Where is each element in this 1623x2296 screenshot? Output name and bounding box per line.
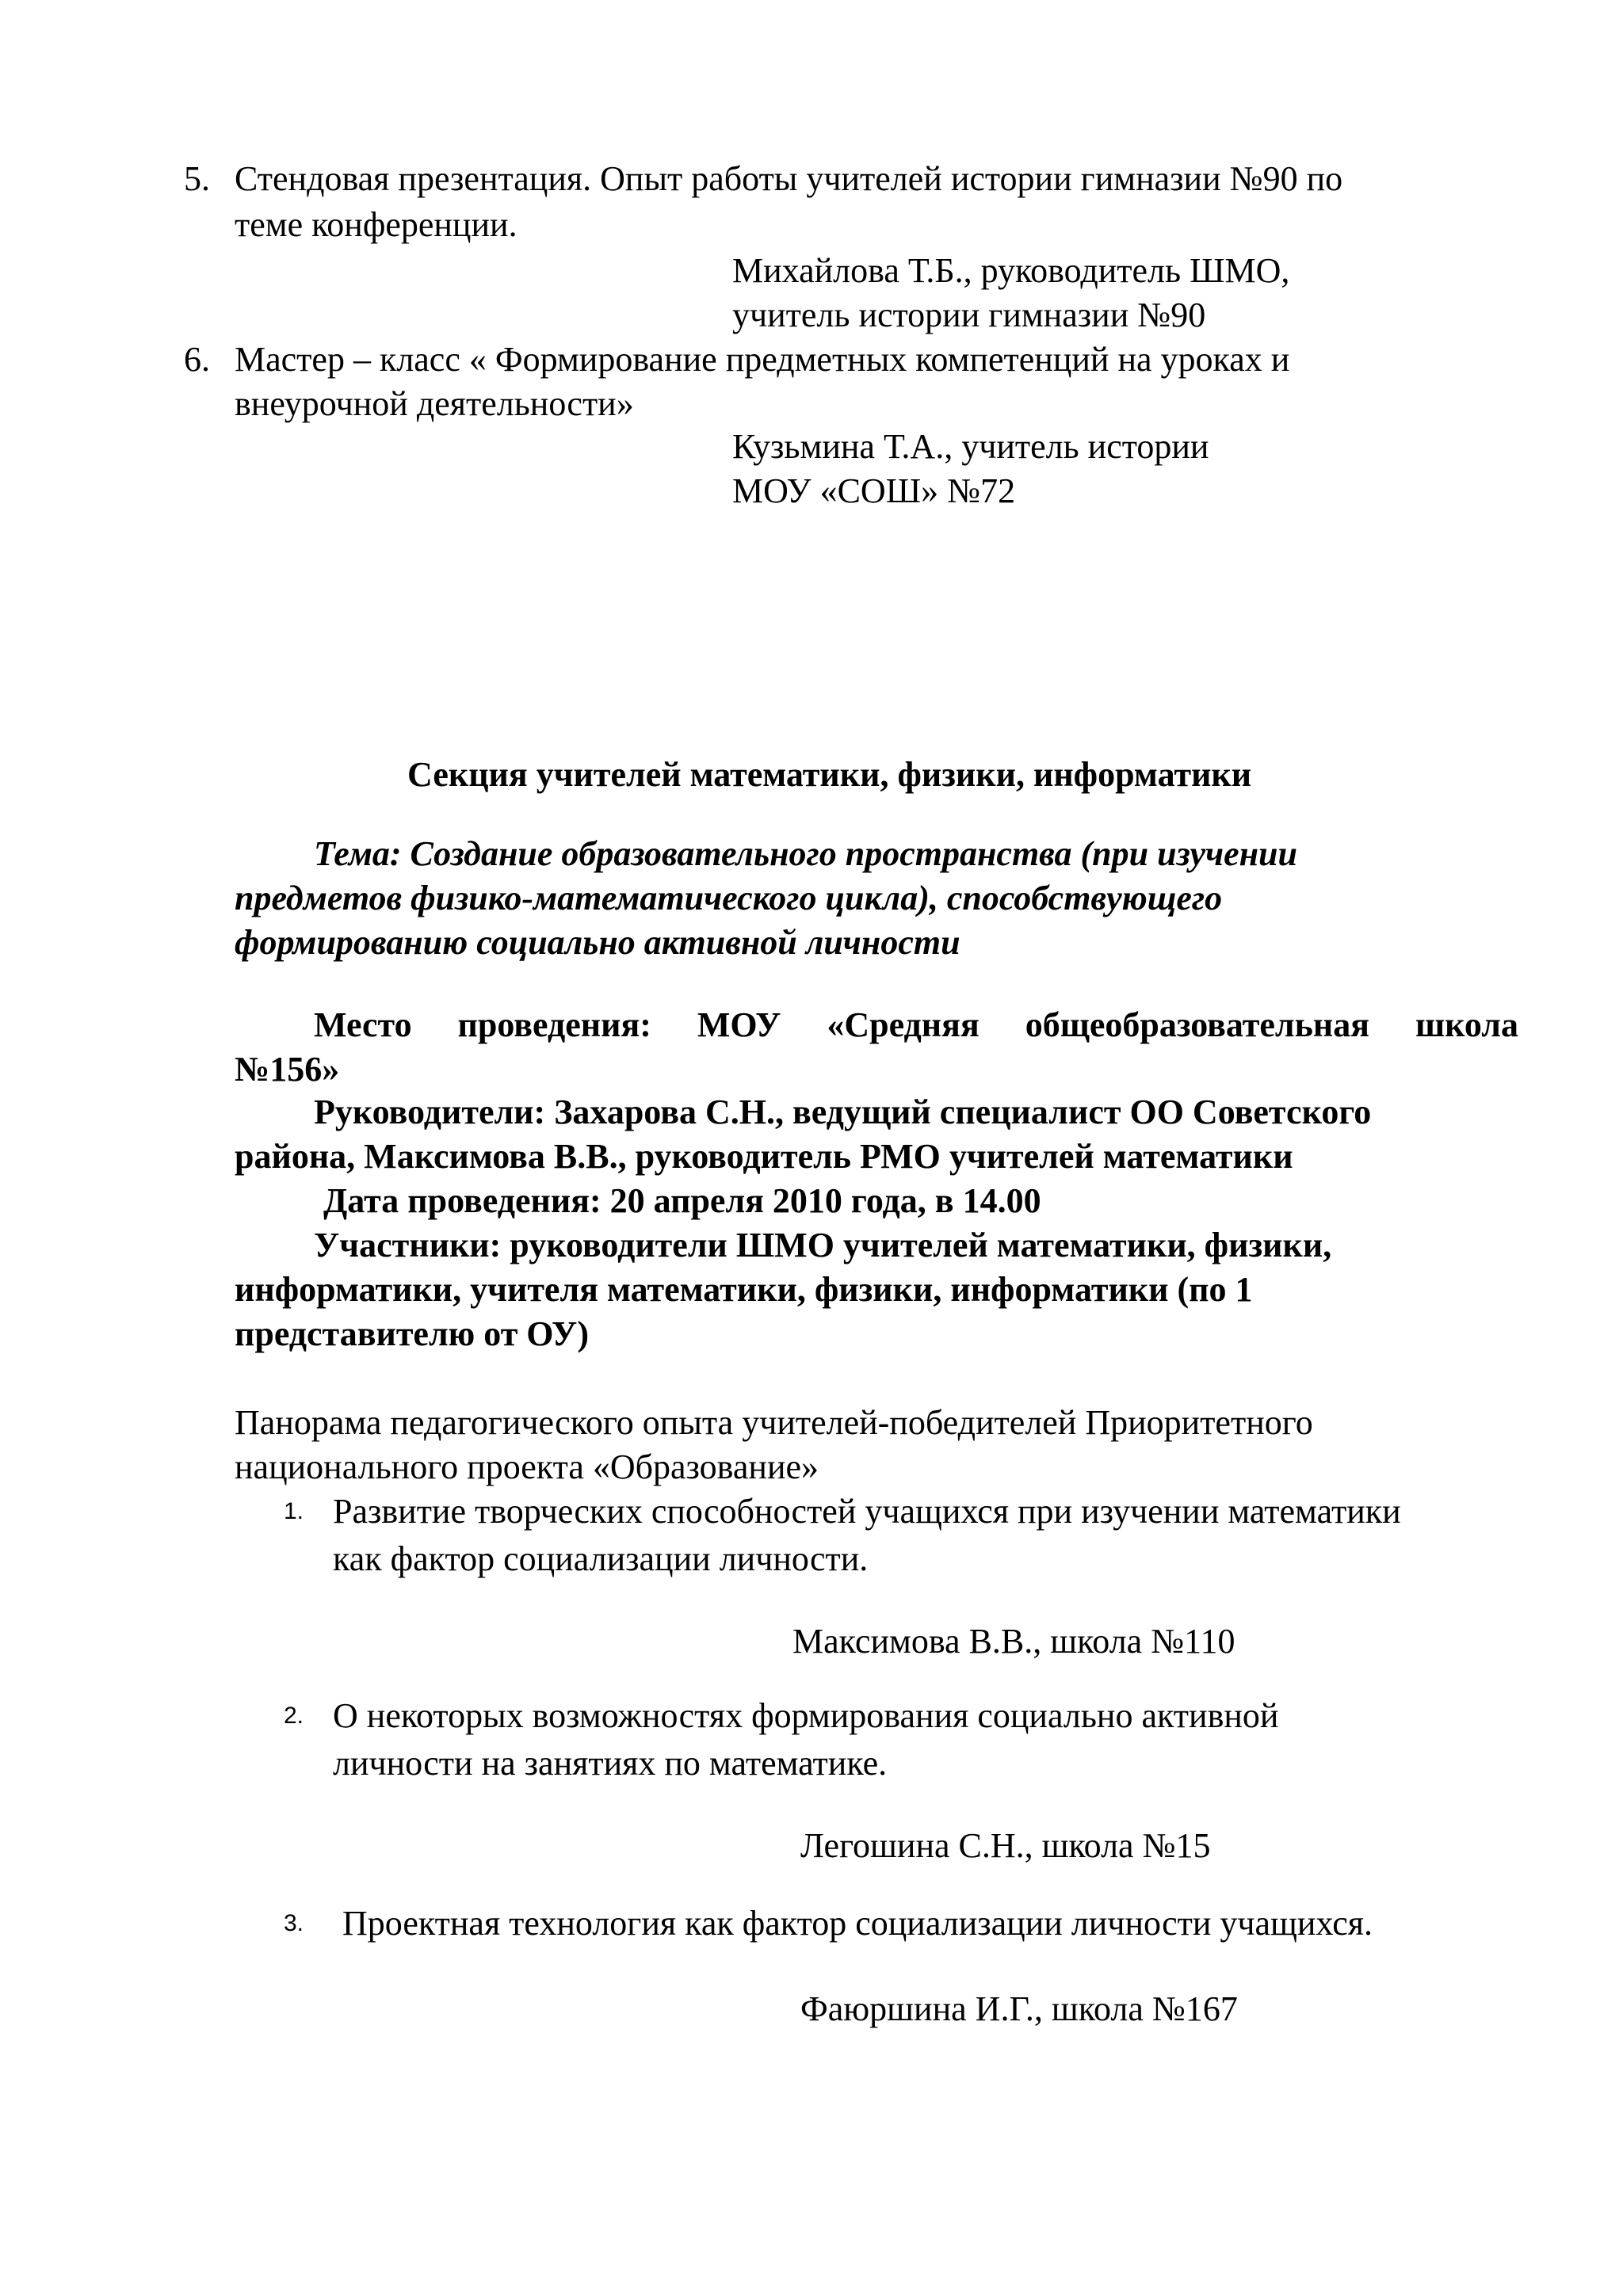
list-item-text-line: теме конференции. [235,205,517,244]
panorama-intro-line: национального проекта «Образование» [235,1447,819,1486]
list-item-text-line: О некоторых возможностях формирования социально активной [333,1696,1279,1735]
list-item-text-line: Мастер – класс « Формирование предметных компетенций на уроках и [235,340,1290,379]
participants-line: информатики, учителя математики, физики, информатики (по 1 [235,1270,1253,1309]
speaker-line: МОУ «СОШ» №72 [732,471,1016,510]
theme-line: формированию социально активной личности [235,923,960,962]
list-item-text-line: личности на занятиях по математике. [333,1744,888,1783]
list-item-number: 5. [184,159,210,198]
list-item-number: 6. [184,340,210,379]
leaders-line: Руководители: Захарова С.Н., ведущий специалист ОО Советского [314,1093,1372,1131]
speaker-line: Легошина С.Н., школа №15 [800,1826,1211,1865]
speaker-line: Максимова В.В., школа №110 [792,1622,1235,1661]
list-item-text-line: внеурочной деятельности» [235,384,634,423]
list-item-text-line: Стендовая презентация. Опыт работы учителей истории гимназии №90 по [235,159,1343,198]
theme-line: предметов физико-математического цикла), способствующего [235,879,1223,917]
venue-line: Место проведения: МОУ «Средняя общеобразовательная школа [314,1005,1518,1044]
list-item-number: 2. [284,1703,304,1729]
list-item-text-line: как фактор социализации личности. [333,1539,869,1578]
date-line: Дата проведения: 20 апреля 2010 года, в 14.00 [323,1181,1041,1220]
list-item-text-line: Развитие творческих способностей учащихся при изучении математики [333,1492,1401,1531]
list-item-number: 1. [284,1498,304,1524]
section-title: Секция учителей математики, физики, информатики [407,755,1252,794]
participants-line: Участники: руководители ШМО учителей математики, физики, [314,1226,1332,1264]
venue-line: №156» [235,1050,340,1089]
speaker-line: учитель истории гимназии №90 [732,296,1206,334]
panorama-intro-line: Панорама педагогического опыта учителей-победителей Приоритетного [235,1403,1313,1442]
speaker-line: Михайлова Т.Б., руководитель ШМО, [732,251,1290,290]
list-item-text-line: Проектная технология как фактор социализации личности учащихся. [342,1904,1373,1943]
speaker-line: Фаюршина И.Г., школа №167 [800,1989,1238,2028]
theme-line: Тема: Создание образовательного пространства (при изучении [314,834,1297,873]
participants-line: представителю от ОУ) [235,1314,590,1353]
list-item-number: 3. [284,1910,304,1936]
leaders-line: района, Максимова В.В., руководитель РМО учителей математики [235,1137,1293,1176]
speaker-line: Кузьмина Т.А., учитель истории [732,427,1209,466]
